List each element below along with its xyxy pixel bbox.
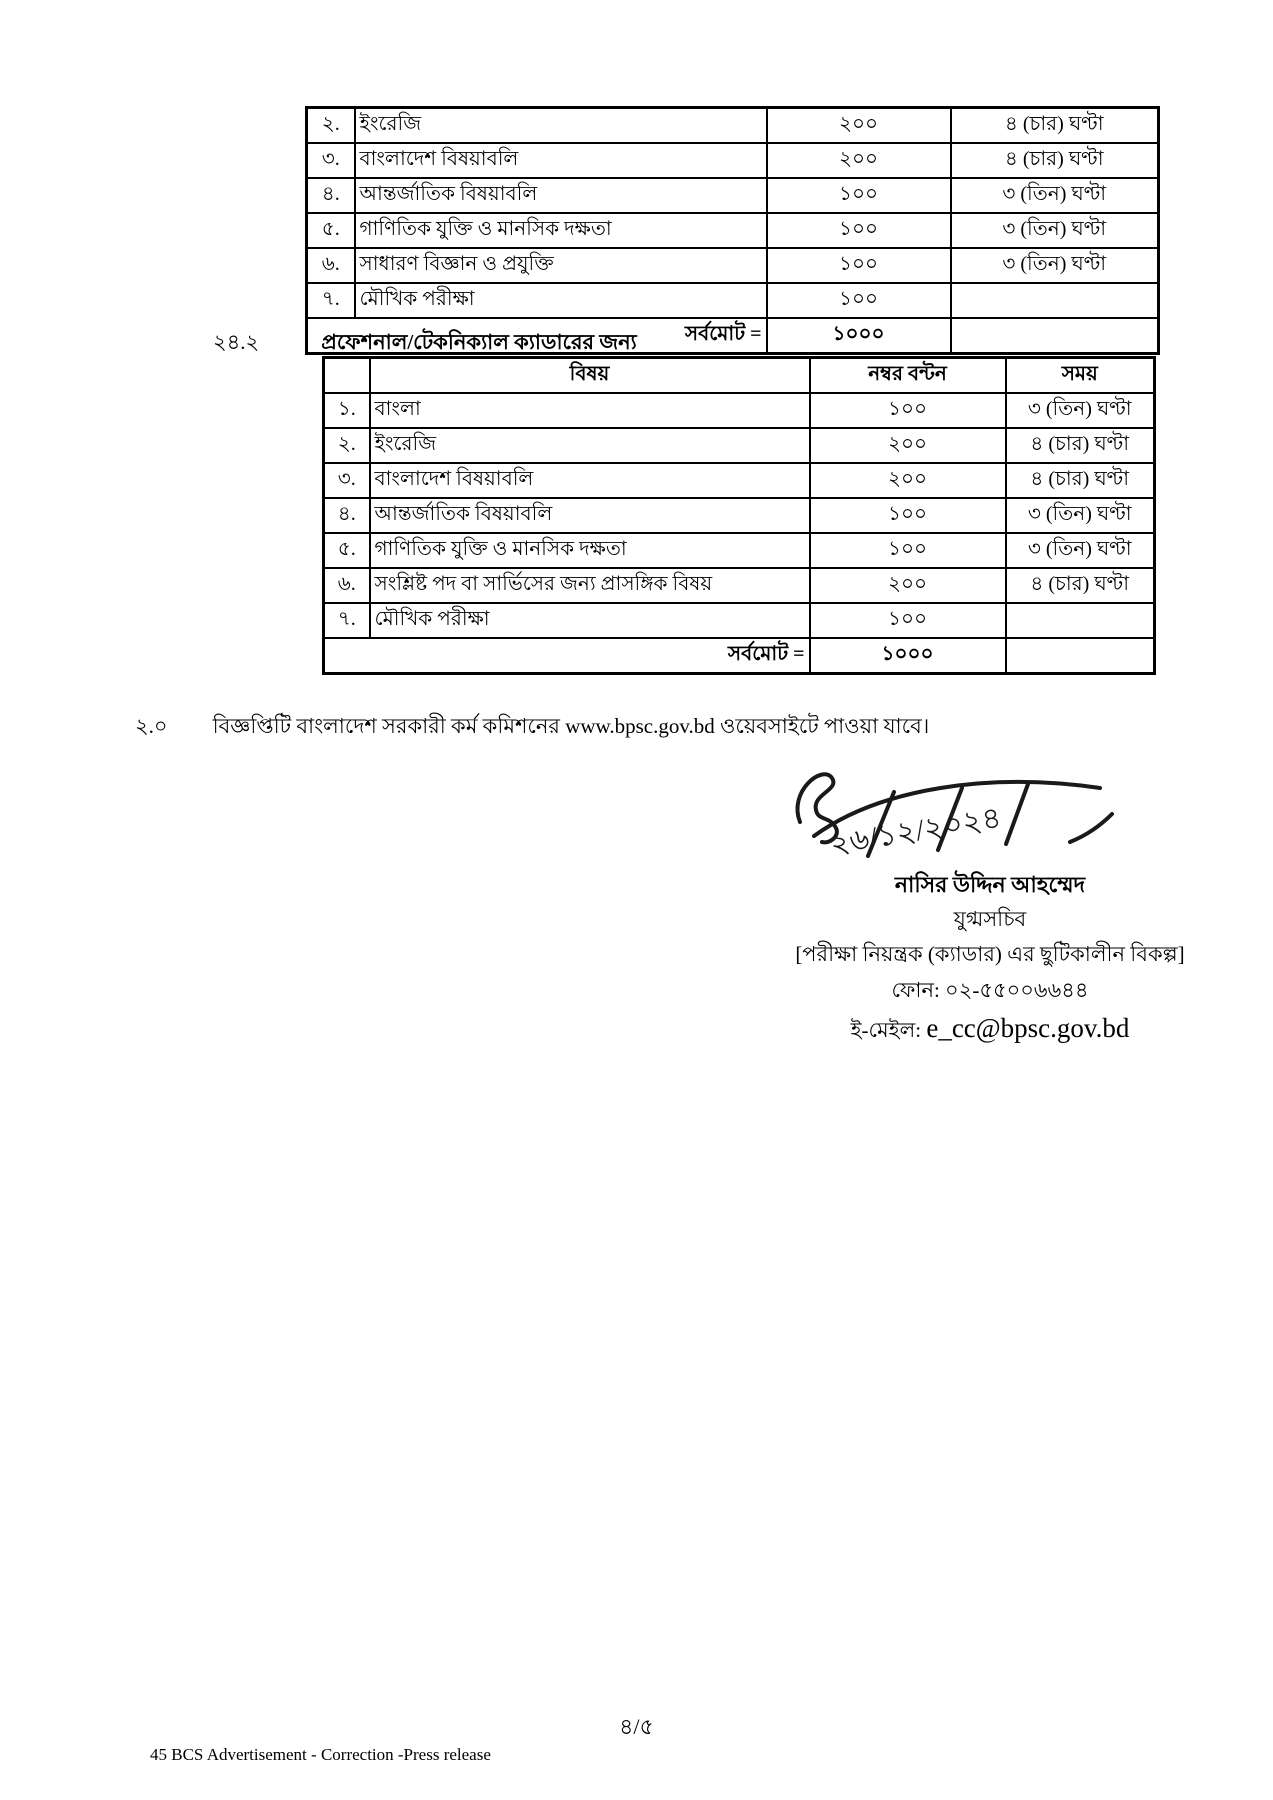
total-label-cell: সর্বমোট = [324, 638, 810, 674]
table-row [324, 498, 1155, 533]
table-row [324, 533, 1155, 568]
table-cell: ৩ (তিন) ঘণ্টা [1006, 393, 1155, 428]
section-title: প্রফেশনাল/টেকনিক্যাল ক্যাডারের জন্য [321, 330, 637, 354]
table-cell: ১. [324, 393, 370, 428]
signatory-phone: ফোন: ০২-৫৫০০৬৬৪৪ [891, 978, 1089, 1002]
table-row [307, 108, 1159, 144]
table-cell: ২০০ [810, 463, 1006, 498]
total-label-cell: সর্বমোট = [307, 318, 767, 354]
table-row [324, 428, 1155, 463]
table-cell: ৬. [324, 568, 370, 603]
section-number: ২৪.২ [213, 330, 260, 354]
table-cell: মৌখিক পরীক্ষা [355, 283, 767, 318]
header-serial [324, 358, 370, 394]
table-cell: আন্তর্জাতিক বিষয়াবলি [370, 498, 810, 533]
table-cell: ৪ (চার) ঘণ্টা [1006, 568, 1155, 603]
table-cell: বাংলাদেশ বিষয়াবলি [355, 143, 767, 178]
table-cell: ৩ (তিন) ঘণ্টা [951, 178, 1159, 213]
table-cell: ১০০ [767, 283, 951, 318]
section-number: ২.০ [135, 714, 168, 738]
table-cell: ৩. [307, 143, 355, 178]
header-marks: নম্বর বন্টন [810, 358, 1006, 394]
table-cell: ১০০ [767, 178, 951, 213]
signatory-email-line [740, 1008, 1240, 1050]
table-cell: আন্তর্জাতিক বিষয়াবলি [355, 178, 767, 213]
header-time: সময় [1006, 358, 1155, 394]
table-cell: ৫. [324, 533, 370, 568]
table-total-row [324, 638, 1155, 674]
signatory-role-note: [পরীক্ষা নিয়ন্ত্রক (ক্যাডার) এর ছুটিকালীন বিকল্প] [795, 942, 1185, 966]
general-cadre-marks-table [305, 106, 1160, 355]
table-row [307, 178, 1159, 213]
table-cell: গাণিতিক যুক্তি ও মানসিক দক্ষতা [370, 533, 810, 568]
table-cell: ইংরেজি [370, 428, 810, 463]
empty-cell [1006, 638, 1155, 674]
table-cell: বাংলা [370, 393, 810, 428]
notice-text: বিজ্ঞপ্তিটি বাংলাদেশ সরকারী কর্ম কমিশনের www.bpsc.gov.bd ওয়েবসাইটে পাওয়া যাবে। [212, 714, 930, 738]
table-cell: ২. [307, 108, 355, 144]
table-header-row [324, 358, 1155, 394]
table-cell: ৩ (তিন) ঘণ্টা [951, 248, 1159, 283]
professional-cadre-marks-table [322, 356, 1156, 675]
footer-note: 45 BCS Advertisement - Correction -Press release [150, 1745, 491, 1764]
table-cell: ৩ (তিন) ঘণ্টা [951, 213, 1159, 248]
table-cell: ৪ (চার) ঘণ্টা [951, 108, 1159, 144]
table-row [307, 283, 1159, 318]
table-cell: ৪ (চার) ঘণ্টা [951, 143, 1159, 178]
table-cell: বাংলাদেশ বিষয়াবলি [370, 463, 810, 498]
table-cell: ৩ (তিন) ঘণ্টা [1006, 533, 1155, 568]
table-cell: ৪. [324, 498, 370, 533]
table-row [324, 463, 1155, 498]
table-cell: ৬. [307, 248, 355, 283]
table-cell: ১০০ [810, 498, 1006, 533]
table-cell: ১০০ [810, 393, 1006, 428]
handwritten-date: ২৬/১২/২০২৪ [827, 801, 1004, 861]
table-cell: ২. [324, 428, 370, 463]
table-cell: ৫. [307, 213, 355, 248]
email-label: ই-মেইল: [850, 1018, 922, 1042]
total-value-cell: ১০০০ [767, 318, 951, 354]
table-cell: ২০০ [767, 143, 951, 178]
table-cell: সংশ্লিষ্ট পদ বা সার্ভিসের জন্য প্রাসঙ্গিক বিষয় [370, 568, 810, 603]
table-cell: ৪ (চার) ঘণ্টা [1006, 428, 1155, 463]
header-subject: বিষয় [370, 358, 810, 394]
total-value-cell: ১০০০ [810, 638, 1006, 674]
table-cell [1006, 603, 1155, 638]
table-cell: ইংরেজি [355, 108, 767, 144]
table-cell: গাণিতিক যুক্তি ও মানসিক দক্ষতা [355, 213, 767, 248]
table-row [324, 603, 1155, 638]
signatory-name: নাসির উদ্দিন আহম্মেদ [894, 872, 1086, 897]
signatory-designation: যুগ্মসচিব [953, 907, 1027, 931]
table-cell: ১০০ [810, 603, 1006, 638]
table-row [307, 248, 1159, 283]
table-cell: ১০০ [810, 533, 1006, 568]
table-cell: ৪. [307, 178, 355, 213]
table-cell: ৭. [307, 283, 355, 318]
signature-image [770, 758, 1120, 870]
table-row [324, 393, 1155, 428]
table-cell: ৭. [324, 603, 370, 638]
table-cell: ২০০ [810, 428, 1006, 463]
table-cell: ১০০ [767, 248, 951, 283]
table-cell: ২০০ [767, 108, 951, 144]
email-address: e_cc@bpsc.gov.bd [926, 1013, 1130, 1043]
page-number: ৪/৫ [619, 1714, 654, 1739]
table-cell: ৩ (তিন) ঘণ্টা [1006, 498, 1155, 533]
table-cell: ৪ (চার) ঘণ্টা [1006, 463, 1155, 498]
table-row [307, 213, 1159, 248]
table-row [324, 568, 1155, 603]
table-cell: মৌখিক পরীক্ষা [370, 603, 810, 638]
section-2-0-paragraph [135, 710, 929, 745]
table-row [307, 143, 1159, 178]
table-cell: সাধারণ বিজ্ঞান ও প্রযুক্তি [355, 248, 767, 283]
empty-cell [951, 318, 1159, 354]
signatory-block [740, 868, 1240, 1050]
table-cell [951, 283, 1159, 318]
table-cell: ৩. [324, 463, 370, 498]
table-cell: ২০০ [810, 568, 1006, 603]
table-cell: ১০০ [767, 213, 951, 248]
